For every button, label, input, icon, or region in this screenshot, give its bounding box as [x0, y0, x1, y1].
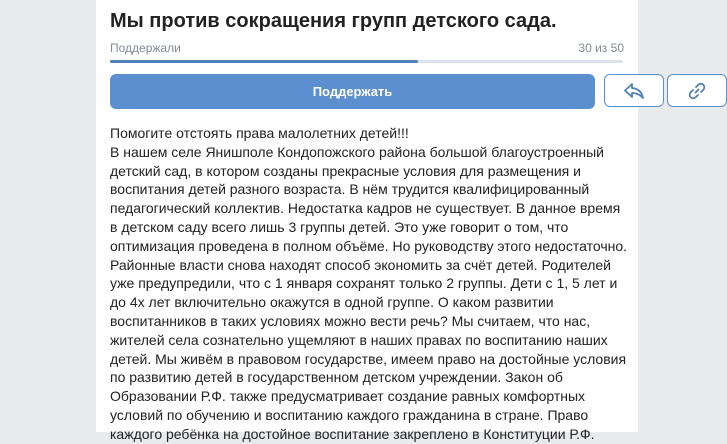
progress-bar-fill: [110, 60, 418, 63]
copy-link-button[interactable]: [667, 74, 727, 107]
link-icon: [687, 81, 707, 101]
share-button[interactable]: [604, 74, 664, 107]
progress-bar: [110, 60, 623, 63]
progress-count: 30 из 50: [578, 41, 624, 55]
share-arrow-icon: [623, 82, 645, 100]
petition-card: [96, 0, 638, 442]
petition-body: Помогите отстоять права малолетних детей!!! В нашем селе Янишполе Кондопожского района большой благоустроенный детский сад, в котором созданы прекрасные условия для размещения и воспитания детей разного возраста. В нём трудится квалифицированный педагогический коллектив. Недостатка кадров не существует. В данное время в детском саду всего лишь 3 группы детей. Это уже говорит о том, что оптимизация проведена в полном объёме. Но руководству этого недостаточно. Районные власти снова находят способ экономить за счёт детей. Родителей уже предупредили, что с 1 января сохранят только 2 группы. Дети с 1, 5 лет и до 4х лет включительно окажутся в одной группе. О каком развитии воспитанников в таких условиях можно вести речь? Мы считаем, что нас, жителей села сознательно ущемляют в наших правах по воспитанию наших детей. Мы живём в правовом государстве, имеем право на достойные условия по развитию детей в государственном детском учреждении. Закон об Образовании Р.Ф. также предусматривает создание равных комфортных условий по обучению и воспитанию каждого гражданина в стране. Право каждого ребёнка на достойное воспитание закреплено в Конституции Р.Ф.: [110, 125, 628, 442]
progress-label: Поддержали: [110, 41, 181, 55]
support-button[interactable]: Поддержать: [110, 74, 595, 109]
petition-title: Мы против сокращения групп детского сада.: [110, 10, 557, 32]
